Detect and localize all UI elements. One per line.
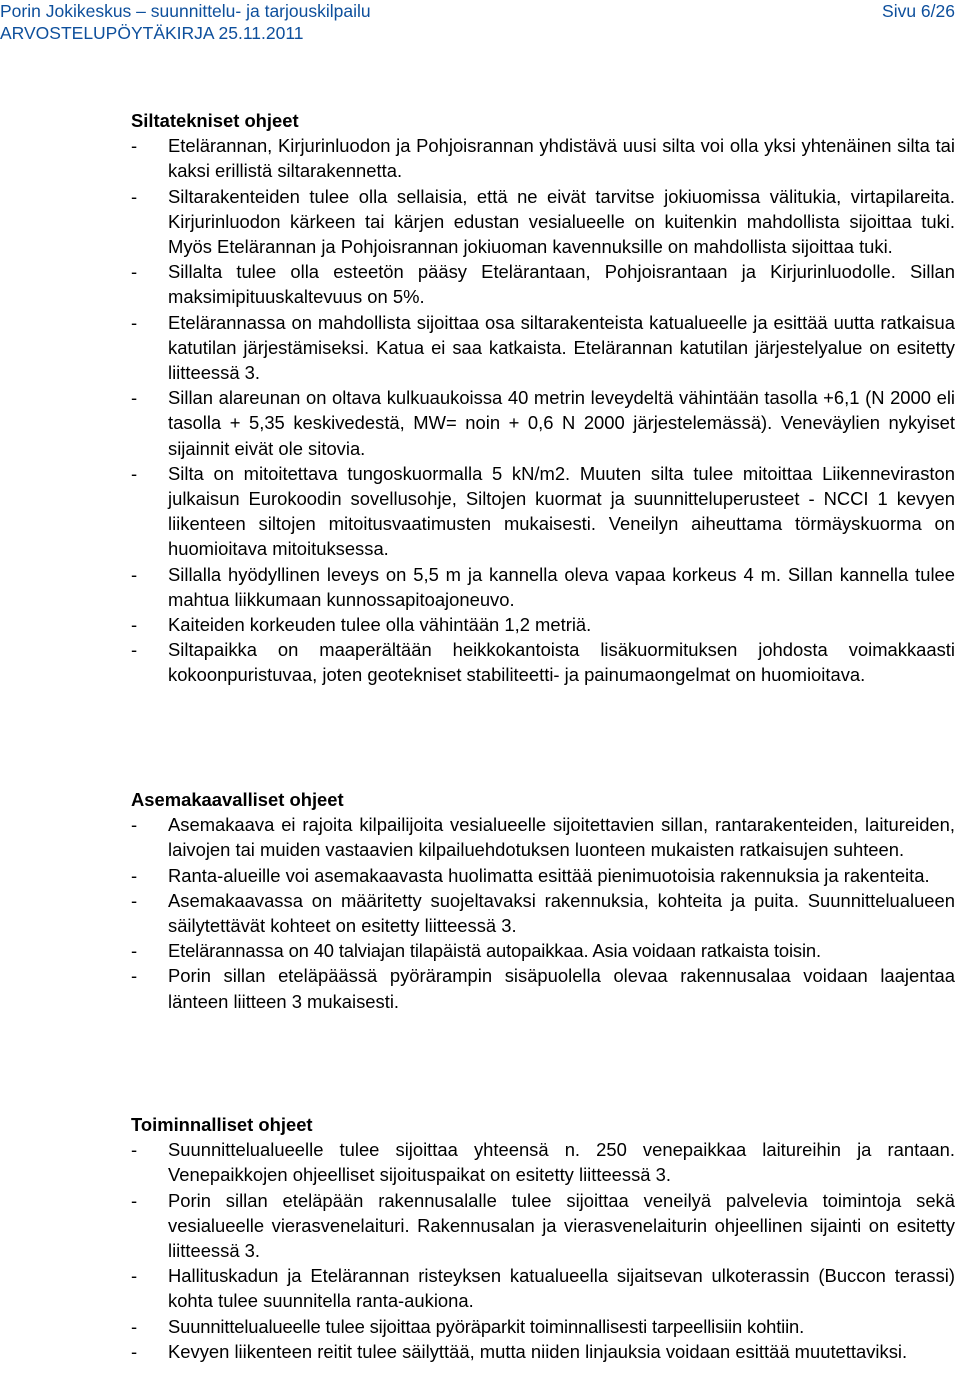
list-item: - Kaiteiden korkeuden tulee olla vähintään 1,2 metriä. (131, 612, 955, 637)
bullet-list (131, 812, 955, 1014)
document-subtitle: ARVOSTELUPÖYTÄKIRJA 25.11.2011 (0, 23, 304, 43)
list-item: - Sillan alareunan on oltava kulkuaukoissa 40 metrin leveydeltä vähintään tasolla +6,1 (N 2000 eli tasolla + 5,35 keskivedestä, MW= noin + 0,6 N 2000 järjestelemässä). Veneväylien nykyiset sijainnit eivät ole sitovia. (131, 385, 955, 461)
list-item: - Porin sillan eteläpään rakennusalalle tulee sijoittaa veneilyä palvelevia toimintoja sekä vesialueelle vierasvenelaituri. Rakennusalan ja vierasvenelaiturin ohjeellinen sijainti on esitetty liitteessä 3. (131, 1188, 955, 1264)
list-item: - Etelärannan, Kirjurinluodon ja Pohjoisrannan yhdistävä uusi silta voi olla yksi yhtenäinen silta tai kaksi erillistä siltarakennetta. (131, 133, 955, 183)
bullet-list (131, 133, 955, 687)
header-top-row (0, 0, 958, 22)
list-item: - Asemakaava ei rajoita kilpailijoita vesialueelle sijoitettavien sillan, rantarakenteiden, laitureiden, laivojen tai muiden vastaavien kilpailuehdotuksen luonteen mukaisten ratkaisujen suhteen. (131, 812, 955, 862)
section-asemakaavalliset-ohjeet (131, 787, 955, 1014)
section-heading: Siltatekniset ohjeet (131, 110, 299, 131)
page-number: Sivu 6/26 (882, 1, 955, 21)
list-item: - Sillalla hyödyllinen leveys on 5,5 m ja kannella oleva vapaa korkeus 4 m. Sillan kannella tulee mahtua liikkumaan kunnossapitoajoneuvo. (131, 562, 955, 612)
list-item: - Etelärannassa on 40 talviajan tilapäistä autopaikkaa. Asia voidaan ratkaista toisin. (131, 938, 955, 963)
list-item: - Suunnittelualueelle tulee sijoittaa pyöräparkit toiminnallisesti tarpeellisiin kohtiin. (131, 1314, 955, 1339)
list-item: - Porin sillan eteläpäässä pyörärampin sisäpuolella olevaa rakennusalaa voidaan laajentaa länteen liitteen 3 mukaisesti. (131, 963, 955, 1013)
section-heading: Toiminnalliset ohjeet (131, 1114, 313, 1135)
list-item: - Etelärannassa on mahdollista sijoittaa osa siltarakenteista katualueelle ja esittää uutta ratkaisua katutilan järjestämiseksi. Katua ei saa katkaista. Etelärannan katutilan järjestelyalue on esitetty liitteessä 3. (131, 310, 955, 386)
section-siltatekniset-ohjeet (131, 108, 955, 688)
list-item: - Siltapaikka on maaperältään heikkokantoista lisäkuormituksen johdosta voimakkaasti kokoonpuristuvaa, joten geotekniset stabiliteetti- ja painumaongelmat on huomioitava. (131, 637, 955, 687)
list-item: - Silta on mitoitettava tungoskuormalla 5 kN/m2. Muuten silta tulee mitoittaa Liikenneviraston julkaisun Eurokoodin sovellusohje, Siltojen kuormat ja suunnitteluperusteet - NCCI 1 kevyen liikenteen siltojen mitoitusvaatimusten mukaisesti. Veneilyn aiheuttama törmäyskuorma on huomioitava mitoituksessa. (131, 461, 955, 562)
header-bottom-row (0, 22, 958, 44)
bullet-list (131, 1137, 955, 1364)
list-item: - Kevyen liikenteen reitit tulee säilyttää, mutta niiden linjauksia voidaan esittää muutettaviksi. (131, 1339, 955, 1364)
list-item: - Asemakaavassa on määritetty suojeltavaksi rakennuksia, kohteita ja puita. Suunnittelualueen säilytettävät kohteet on esitetty liitteessä 3. (131, 888, 955, 938)
list-item: - Suunnittelualueelle tulee sijoittaa yhteensä n. 250 venepaikkaa laitureihin ja rantaan. Venepaikkojen ohjeelliset sijoituspaikat on esitetty liitteessä 3. (131, 1137, 955, 1187)
list-item: - Hallituskadun ja Etelärannan risteyksen katualueella sijaitsevan ulkoterassin (Buccon terassi) kohta tulee suunnitella ranta-aukiona. (131, 1263, 955, 1313)
section-toiminnalliset-ohjeet (131, 1112, 955, 1364)
list-item: - Sillalta tulee olla esteetön pääsy Etelärantaan, Pohjoisrantaan ja Kirjurinluodolle. Sillan maksimipituuskaltevuus on 5%. (131, 259, 955, 309)
list-item: - Siltarakenteiden tulee olla sellaisia, että ne eivät tarvitse jokiuomissa välitukia, virtapilareita. Kirjurinluodon kärkeen tai kärjen edustan vesialueelle on kuitenkin mahdollista sijoittaa tuki. Myös Etelärannan ja Pohjoisrannan jokiuoman kavennuksille on mahdollista sijoittaa tuki. (131, 184, 955, 260)
page-header (0, 0, 958, 44)
list-item: - Ranta-alueille voi asemakaavasta huolimatta esittää pienimuotoisia rakennuksia ja rakenteita. (131, 863, 955, 888)
section-heading: Asemakaavalliset ohjeet (131, 789, 344, 810)
document-title: Porin Jokikeskus – suunnittelu- ja tarjouskilpailu (0, 1, 371, 21)
